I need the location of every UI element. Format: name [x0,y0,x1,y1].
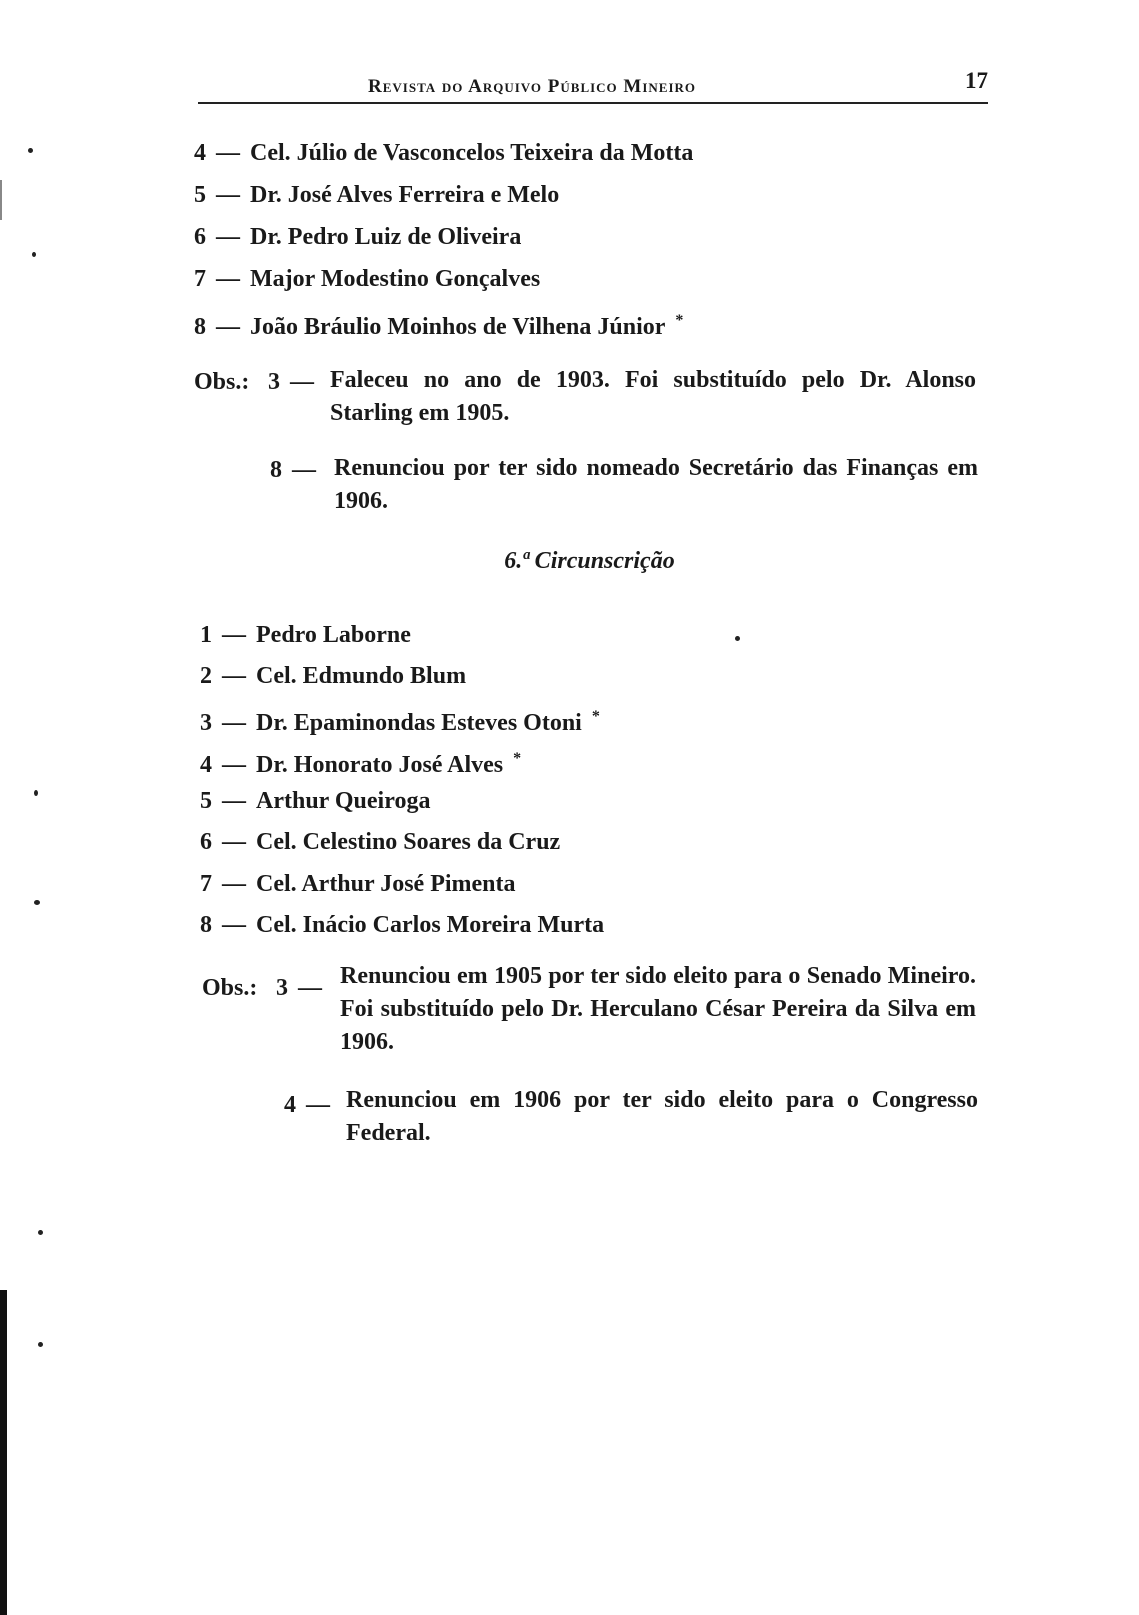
scan-speck [28,148,33,153]
list-item: 7 — Cel. Arthur José Pimenta [200,871,516,897]
list-item: 6 — Dr. Pedro Luiz de Oliveira [194,224,522,250]
note-text: Renunciou em 1905 por ter sido eleito para o Senado Mineiro. Foi substituído pelo Dr. Herculano César Pereira da Silva em 1906. [340,963,976,1055]
scan-speck [32,252,36,257]
list-item: 5 — Dr. José Alves Ferreira e Melo [194,182,560,208]
list-item: 2 — Cel. Edmundo Blum [200,663,467,689]
list-item: 8 — João Bráulio Moinhos de Vilhena Júnior * [194,312,684,340]
note-number: 3 — [268,369,314,395]
note-text: Faleceu no ano de 1903. Foi substituído pelo Dr. Alonso Starling em 1905. [330,367,976,426]
list-item: 5 — Arthur Queiroga [200,788,431,814]
running-header [198,68,988,104]
section-heading: 6.ª Circunscrição [504,548,675,574]
scan-speck [38,1230,43,1235]
footnote-mark: * [675,312,684,329]
scan-speck [34,790,38,796]
list-item: 8 — Cel. Inácio Carlos Moreira Murta [200,912,605,938]
footnote-mark: * [591,708,600,725]
note-text: Renunciou por ter sido nomeado Secretário das Finanças em 1906. [334,455,978,514]
list-item: 3 — Dr. Epaminondas Esteves Otoni * [200,708,600,736]
list-item: 1 — Pedro Laborne [200,622,411,648]
journal-title: Revista do Arquivo Público Mineiro [368,76,697,97]
header-rule [198,102,988,104]
list-item: 4 — Cel. Júlio de Vasconcelos Teixeira da Motta [194,140,694,166]
obs-label: Obs.: [202,975,258,1001]
note-text: Renunciou em 1906 por ter sido eleito para o Congresso Federal. [346,1087,978,1146]
note-number: 3 — [276,975,322,1001]
list-item: 7 — Major Modestino Gonçalves [194,266,541,292]
obs-label: Obs.: [194,369,250,395]
note-number: 4 — [284,1092,330,1118]
list-item: 4 — Dr. Honorato José Alves * [200,750,522,778]
note-number: 8 — [270,457,316,483]
scan-edge-mark [0,180,2,220]
scan-speck [34,900,40,905]
footnote-mark: * [513,750,522,767]
scan-edge-shadow [0,1290,7,1615]
list-item: 6 — Cel. Celestino Soares da Cruz [200,829,561,855]
scan-speck [735,636,740,641]
page-number: 17 [965,68,988,93]
scan-speck [38,1342,43,1347]
